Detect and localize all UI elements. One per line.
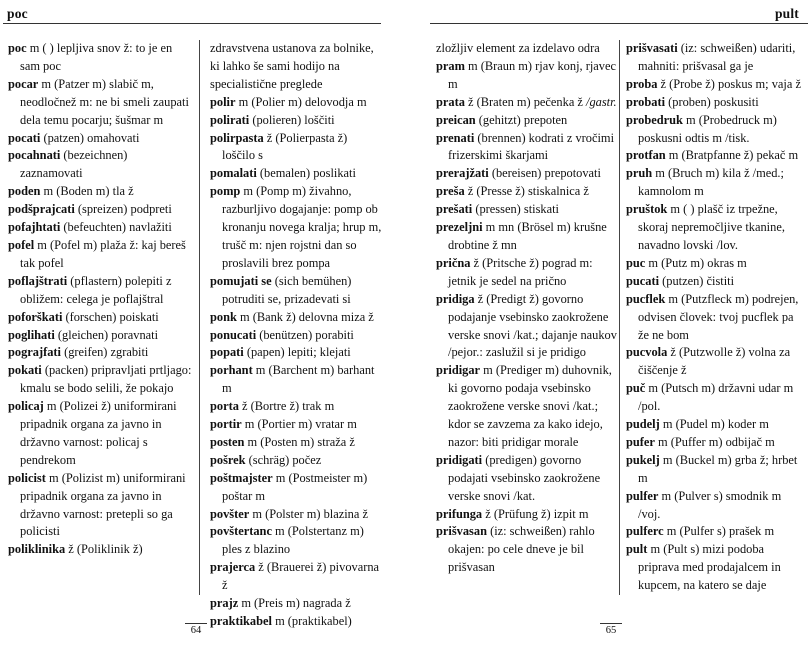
dictionary-entry: [210, 398, 382, 416]
definition: m (Probedruck m) poskusni odtis m /tisk.: [638, 112, 777, 145]
dictionary-entry: [210, 452, 382, 470]
dictionary-entry: [436, 112, 622, 130]
definition: (predigen) govorno podajati vsebinsko zaokrožene verske snovi /kat.: [448, 452, 601, 503]
dictionary-entry: [436, 219, 622, 255]
dictionary-entry: [210, 416, 382, 434]
definition: (sich bemühen) potruditi se, prizadevati si: [222, 273, 352, 306]
definition: (bereisen) prepotovati: [488, 166, 601, 181]
dictionary-entry: [210, 523, 382, 559]
definition: ž (Prüfung ž) izpit m: [482, 506, 589, 521]
headword: pograjfati: [8, 345, 61, 360]
definition: m ( ) plašč iz trpežne, skoraj nepremočljive tkanine, navadno lovski /lov.: [638, 202, 785, 252]
definition: zdravstvena ustanova za bolnike, ki lahko še sami hodijo na specialistične preglede: [210, 41, 374, 91]
page-number: 65: [596, 622, 626, 636]
dictionary-entry: [210, 506, 382, 524]
entry-continuation: [436, 40, 622, 58]
headword: pruštok: [626, 202, 668, 217]
dictionary-entry: [210, 130, 382, 166]
headword: pridigar: [436, 363, 481, 378]
headword: pulfer: [626, 488, 659, 503]
definition: (bezeichnen) zaznamovati: [20, 148, 128, 181]
headword: poden: [8, 184, 41, 199]
definition: m (Postmeister m) poštar m: [222, 470, 368, 503]
definition: m (Bruch m) kila ž /med.; kamnolom m: [638, 166, 784, 199]
dictionary-entry: [8, 147, 193, 183]
dictionary-entry: [210, 327, 382, 345]
dictionary-entry: [626, 76, 804, 94]
definition: (polieren) loščiti: [249, 112, 335, 127]
dictionary-entry: [210, 94, 382, 112]
headword: poglihati: [8, 327, 55, 342]
definition: (pressen) stiskati: [472, 202, 559, 217]
headword: poštmajster: [210, 470, 273, 485]
dictionary-entry: [626, 94, 804, 112]
dictionary-entry: [8, 470, 193, 542]
definition: (gehitzt) prepoten: [475, 112, 568, 127]
definition: ž (Predigt ž) govorno podajanje vsebinsko zaokrožene verske snovi /kat.; dajanje naukov /pejor.: zaslužil si je pridigo: [448, 291, 617, 360]
definition: m (Buckel m) grba ž; hrbet m: [638, 452, 798, 485]
headword: poforškati: [8, 309, 63, 324]
headword: prezeljni: [436, 220, 483, 235]
dictionary-entry: [436, 291, 622, 363]
headword: pomalati: [210, 166, 257, 181]
dictionary-entry: [626, 255, 804, 273]
headword: pokati: [8, 363, 42, 378]
headword: pomp: [210, 184, 241, 199]
headword: pocar: [8, 76, 39, 91]
headword: porhant: [210, 363, 253, 378]
dictionary-entry: [626, 112, 804, 148]
definition: m (Polizist m) uniformirani pripadnik organa za javno in državno varnost: pretepli so ga policisti: [20, 470, 186, 539]
headword: pridiga: [436, 291, 475, 306]
headword: prata: [436, 94, 465, 109]
left-column-b: [210, 40, 382, 631]
definition: m (Polizei ž) uniformirani pripadnik organa za javno in državno varnost: policaj s pendrekom: [20, 399, 177, 467]
definition: ž (Poliklinik ž): [65, 542, 143, 557]
headword: protfan: [626, 148, 666, 163]
column-divider: [619, 40, 620, 595]
dictionary-entry: [626, 291, 804, 345]
dictionary-entry: [626, 488, 804, 524]
dictionary-entry: [436, 506, 622, 524]
headword: pukelj: [626, 452, 660, 467]
definition: (packen) pripravljati prtljago: kmalu se bodo selili, že pokajo: [20, 363, 192, 396]
headword: proba: [626, 76, 658, 91]
definition: m (Pomp m) živahno, razburljivo dogajanje: pomp ob kronanju novega kralja; hrup m, trušč m: njen rojstni dan so proslavili brez pompa: [222, 184, 382, 270]
running-head: pult: [774, 6, 799, 21]
dictionary-entry: [436, 452, 622, 506]
definition: m (Polstertanz m) ples z blazino: [222, 524, 364, 557]
dictionary-entry: [436, 255, 622, 291]
headword: pult: [626, 542, 648, 557]
headword: povšter: [210, 506, 250, 521]
headword: poflajštrati: [8, 273, 68, 288]
headword: pofajhtati: [8, 220, 61, 235]
definition: ž (Putzwolle ž) volna za čiščenje ž: [638, 345, 791, 378]
definition: m (Putzfleck m) podrejen, odvisen človek: tvoj pucflek pa že ne bom: [638, 291, 799, 342]
definition: m (praktikabel): [271, 614, 352, 628]
definition: m (Portier m) vratar m: [241, 417, 357, 432]
definition: ž (Braten m) pečenka ž: [464, 94, 587, 109]
definition: m (Pulver s) smodnik m /voj.: [638, 488, 782, 521]
header-rule: [3, 23, 381, 24]
header-rule: [430, 23, 808, 24]
definition: m (Putsch m) državni udar m /pol.: [638, 381, 794, 414]
entry-continuation: [210, 40, 382, 94]
dictionary-entry: [626, 201, 804, 255]
dictionary-entry: [436, 94, 622, 112]
dictionary-entry: [8, 273, 193, 309]
dictionary-entry: [626, 147, 804, 165]
dictionary-entry: [8, 309, 193, 327]
definition: m (Barchent m) barhant m: [222, 363, 375, 396]
dictionary-entry: [8, 237, 193, 273]
definition: (brennen) kodrati z vročimi frizerskimi škarjami: [448, 130, 615, 163]
headword: poc: [8, 41, 27, 55]
definition: (iz: schweißen) udariti, mahniti: prišvasal ga je: [638, 41, 796, 73]
dictionary-entry: [626, 541, 804, 595]
dictionary-entry: [210, 559, 382, 595]
headword: porta: [210, 399, 239, 414]
definition: (befeuchten) navlažiti: [60, 220, 172, 235]
headword: poliklinika: [8, 542, 66, 557]
definition: m (Patzer m) slabič m, neodločnež m: ne bi smeli zaupati dela temu pocarju; šušmar m: [20, 76, 189, 127]
definition: (patzen) omahovati: [40, 130, 140, 145]
headword: ponucati: [210, 327, 257, 342]
headword: pomujati se: [210, 273, 272, 288]
definition: (gleichen) poravnati: [54, 327, 159, 342]
definition: m (Prediger m) duhovnik, ki govorno podaja vsebinsko zaokrožene verske snovi /kat.; kdor se zavzema za kako idejo, nazor: biti pridigar morale: [448, 363, 612, 449]
definition: ž (Bortre ž) trak m: [238, 399, 335, 414]
headword: pucflek: [626, 291, 666, 306]
headword: probedruk: [626, 112, 683, 127]
headword: pulferc: [626, 524, 664, 539]
headword: policaj: [8, 399, 44, 414]
dictionary-entry: [8, 183, 193, 201]
definition: (benützen) porabiti: [256, 327, 354, 342]
headword: puc: [626, 255, 646, 270]
headword: prešati: [436, 202, 473, 217]
definition: m (Pulfer s) prašek m: [663, 524, 775, 539]
definition: m (Pult s) mizi podoba priprava med prodajalcem in kupcem, na katero se daje: [638, 542, 781, 593]
headword: preican: [436, 112, 476, 127]
headword: polirati: [210, 112, 250, 127]
dictionary-entry: [626, 434, 804, 452]
definition: (iz: schweißen) rahlo okajen: po cele dneve je bil prišvasan: [448, 524, 595, 575]
definition: m (Bank ž) delovna miza ž: [236, 309, 374, 324]
definition: m ( ) lepljiva snov ž: to je en sam poc: [20, 41, 173, 73]
headword: prajerca: [210, 560, 256, 575]
definition: zložljiv element za izdelavo odra: [436, 41, 600, 55]
definition: (proben) poskusiti: [665, 94, 759, 109]
headword: pram: [436, 58, 465, 73]
headword: pucati: [626, 273, 660, 288]
definition: m (Posten m) straža ž: [244, 434, 355, 449]
headword: posten: [210, 434, 245, 449]
headword: pocahnati: [8, 148, 61, 163]
definition: (bemalen) poslikati: [256, 166, 356, 181]
dictionary-entry: [8, 130, 193, 148]
dictionary-entry: [8, 541, 193, 559]
dictionary-entry: [210, 344, 382, 362]
definition: (papen) lepiti; klejati: [243, 345, 351, 360]
dictionary-entry: [436, 58, 622, 94]
definition: m (Boden m) tla ž: [40, 184, 134, 199]
definition: (greifen) zgrabiti: [61, 345, 149, 360]
headword: prišvasan: [436, 524, 487, 539]
headword: pruh: [626, 166, 653, 181]
dictionary-entry: [8, 344, 193, 362]
dictionary-entry: [210, 470, 382, 506]
dictionary-entry: [210, 595, 382, 613]
definition: (forschen) poiskati: [62, 309, 159, 324]
dictionary-entry: [210, 165, 382, 183]
headword: pudelj: [626, 417, 660, 432]
definition: m (Pudel m) koder m: [659, 417, 769, 432]
usage-label: /gastr.: [586, 94, 617, 109]
left-page: [0, 0, 400, 660]
definition: ž (Polierpasta ž) loščilo s: [222, 130, 348, 163]
definition: m (Polster m) blazina ž: [249, 506, 368, 521]
dictionary-entry: [626, 416, 804, 434]
dictionary-entry: [8, 201, 193, 219]
dictionary-entry: [8, 219, 193, 237]
definition: m (Puffer m) odbijač m: [654, 434, 775, 449]
definition: m mn (Brösel m) krušne drobtine ž mn: [448, 220, 607, 252]
headword: pofel: [8, 237, 35, 252]
definition: ž (Presse ž) stiskalnica ž: [464, 184, 589, 199]
headword: probati: [626, 94, 666, 109]
dictionary-entry: [210, 309, 382, 327]
dictionary-entry: [436, 362, 622, 452]
dictionary-entry: [210, 273, 382, 309]
dictionary-entry: [436, 165, 622, 183]
headword: prajz: [210, 596, 239, 611]
headword: preša: [436, 184, 465, 199]
definition: (putzen) čistiti: [659, 273, 735, 288]
headword: portir: [210, 417, 242, 432]
left-column-a: [8, 40, 193, 559]
headword: pridigati: [436, 452, 483, 467]
definition: m (Braun m) rjav konj, rjavec m: [448, 58, 616, 91]
definition: (schräg) počez: [245, 452, 322, 467]
dictionary-entry: [8, 327, 193, 345]
headword: pocati: [8, 130, 41, 145]
headword: povštertanc: [210, 524, 272, 539]
dictionary-entry: [8, 40, 193, 76]
dictionary-entry: [626, 380, 804, 416]
headword: policist: [8, 470, 46, 485]
dictionary-entry: [626, 40, 804, 76]
definition: (spreizen) podpreti: [74, 202, 172, 217]
dictionary-entry: [210, 434, 382, 452]
dictionary-entry: [210, 613, 382, 631]
headword: polir: [210, 94, 236, 109]
headword: polirpasta: [210, 130, 264, 145]
definition: m (Bratpfanne ž) pekač m: [665, 148, 799, 163]
headword: podšprajcati: [8, 202, 75, 217]
definition: m (Pofel m) plaža ž: kaj bereš tak pofel: [20, 237, 186, 270]
headword: prifunga: [436, 506, 483, 521]
dictionary-entry: [626, 523, 804, 541]
right-column-b: [626, 40, 804, 595]
headword: prerajžati: [436, 166, 489, 181]
headword: ponk: [210, 309, 237, 324]
dictionary-entry: [436, 130, 622, 166]
dictionary-entry: [436, 183, 622, 201]
headword: pucvola: [626, 345, 668, 360]
right-column-a: [436, 40, 622, 577]
dictionary-entry: [626, 452, 804, 488]
dictionary-entry: [8, 398, 193, 470]
headword: praktikabel: [210, 614, 272, 628]
definition: m (Putz m) okras m: [645, 255, 747, 270]
dictionary-entry: [436, 201, 622, 219]
headword: prenati: [436, 130, 475, 145]
headword: popati: [210, 345, 244, 360]
dictionary-entry: [210, 112, 382, 130]
definition: (pflastern) polepiti z obližem: celega je poflajštral: [20, 273, 172, 306]
definition: m (Polier m) delovodja m: [235, 94, 367, 109]
definition: ž (Pritsche ž) pograd m: jetnik je sedel na pričnо: [448, 255, 593, 288]
column-divider: [199, 40, 200, 595]
headword: puč: [626, 381, 646, 396]
page-number: 64: [181, 622, 211, 636]
definition: ž (Probe ž) poskus m; vaja ž: [657, 76, 801, 91]
definition: m (Preis m) nagrada ž: [238, 596, 351, 611]
dictionary-entry: [626, 344, 804, 380]
dictionary-entry: [626, 165, 804, 201]
definition: ž (Brauerei ž) pivovarna ž: [222, 560, 380, 593]
dictionary-entry: [210, 362, 382, 398]
headword: prišvasati: [626, 41, 678, 55]
headword: prična: [436, 255, 471, 270]
running-head: poc: [7, 6, 28, 21]
dictionary-entry: [8, 76, 193, 130]
dictionary-entry: [210, 183, 382, 273]
right-page: [420, 0, 809, 660]
headword: pošrek: [210, 452, 246, 467]
dictionary-entry: [8, 362, 193, 398]
dictionary-entry: [626, 273, 804, 291]
dictionary-entry: [436, 523, 622, 577]
headword: pufer: [626, 434, 655, 449]
